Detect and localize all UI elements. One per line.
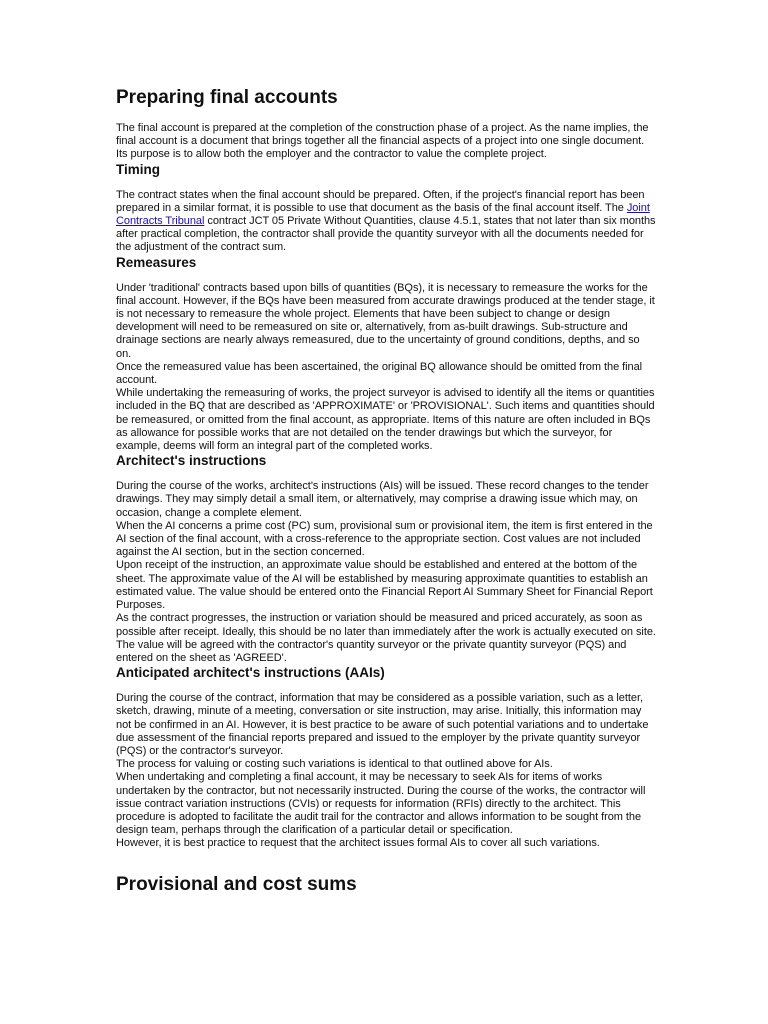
architects-paragraph: When the AI concerns a prime cost (PC) sum, provisional sum or provisional item, the item is first entered in the AI section of the final account, with a cross-reference to the appropriate section. Cost values are not included against the AI section, but in the section concerned. bbox=[116, 519, 653, 559]
remeasures-paragraph: While undertaking the remeasuring of works, the project surveyor is advised to identify all the items or quantities included in the BQ that are described as 'APPROXIMATE' or 'PROVISIONAL'. Such items and quantities should be remeasured, or omitted from the final account, as appropriate. Items of this nature are often included in BQs as allowance for possible works that are not detailed on the tender drawings but which the surveyor, for example, deems will form an integral part of the completed works. bbox=[116, 387, 655, 453]
architects-paragraph: As the contract progresses, the instruction or variation should be measured and priced accurately, as soon as possible after receipt. Ideally, this should be no later than immediately after the work is actually executed on site. The value will be agreed with the contractor's quantity surveyor or the private quantity surveyor (PQS) and entered on the sheet as 'AGREED'. bbox=[116, 612, 656, 664]
remeasures-paragraph: Once the remeasured value has been ascertained, the original BQ allowance should be omitted from the final account. bbox=[116, 360, 643, 387]
anticipated-paragraph: When undertaking and completing a final account, it may be necessary to seek AIs for items of works undertaken by the contractor, but not necessarily instructed. During the course of the works, the contractor will issue contract variation instructions (CVIs) or requests for information (RFIs) directly to the architect. This procedure is adopted to facilitate the audit trail for the contractor and allows information to be sought from the design team, perhaps through the clarification of a particular detail or specification. bbox=[116, 771, 646, 837]
architects-instructions-heading: Architect's instructions bbox=[116, 453, 267, 469]
architects-paragraph: During the course of the works, architect's instructions (AIs) will be issued. These record changes to the tender drawings. They may simply detail a small item, or alternatively, may comprise a drawing issue which may, on occasion, change a complete element. bbox=[116, 480, 649, 519]
intro-paragraph: The final account is prepared at the completion of the construction phase of a project. As the name implies, the final account is a document that brings together all the financial aspects of a project into one single document. Its purpose is to allow both the employer and the contractor to value the complete project. bbox=[116, 122, 649, 161]
architects-paragraph: Upon receipt of the instruction, an approximate value should be established and entered at the bottom of the sheet. The approximate value of the AI will be established by measuring approximate quantities to establish an estimated value. The value should be entered onto the Financial Report AI Summary Sheet for Financial Report Purposes. bbox=[116, 559, 653, 612]
page-title: Preparing final accounts bbox=[116, 87, 338, 108]
remeasures-heading: Remeasures bbox=[116, 254, 197, 270]
provisional-cost-sums-heading: Provisional and cost sums bbox=[116, 873, 357, 895]
anticipated-paragraph: The process for valuing or costing such variations is identical to that outlined above for AIs. bbox=[116, 758, 553, 771]
article-body bbox=[116, 86, 656, 897]
anticipated-instructions-heading: Anticipated architect's instructions (AAIs) bbox=[116, 665, 385, 681]
timing-paragraph bbox=[116, 189, 656, 255]
timing-text-before-link: The contract states when the final account should be prepared. Often, if the project's financial report has been prepared in a similar format, it is possible to use that document as the basis of the final account itself. The bbox=[116, 188, 645, 214]
remeasures-paragraph: Under 'traditional' contracts based upon bills of quantities (BQs), it is necessary to remeasure the works for the final account. However, if the BQs have been measured from accurate drawings produced at the tender stage, it is not necessary to remeasure the whole project. Elements that have been subject to change or design development will need to be remeasured on site or, alternatively, from as-built drawings. Sub-structure and drainage sections are nearly always remeasured, due to the uncertainty of ground conditions, depths, and so on. bbox=[116, 281, 655, 360]
timing-heading: Timing bbox=[116, 161, 161, 177]
joint-contracts-tribunal-link[interactable]: Joint Contracts Tribunal bbox=[116, 201, 650, 228]
anticipated-paragraph: During the course of the contract, information that may be considered as a possible variation, such as a letter, sketch, drawing, minute of a meeting, conversation or site instruction, may arise. Initially, this information may not be confirmed in an AI. However, it is best practice to be aware of such potential variations and to undertake due assessment of the financial reports prepared and issued to the employer by the private quantity surveyor (PQS) or the contractor's surveyor. bbox=[116, 692, 649, 757]
timing-text-after-link: contract JCT 05 Private Without Quantities, clause 4.5.1, states that not later than six months after practical completion, the contractor shall provide the quantity surveyor with all the documents needed for the adjustment of the contract sum. bbox=[116, 215, 656, 254]
anticipated-paragraph: However, it is best practice to request that the architect issues formal AIs to cover all such variations. bbox=[116, 837, 600, 850]
